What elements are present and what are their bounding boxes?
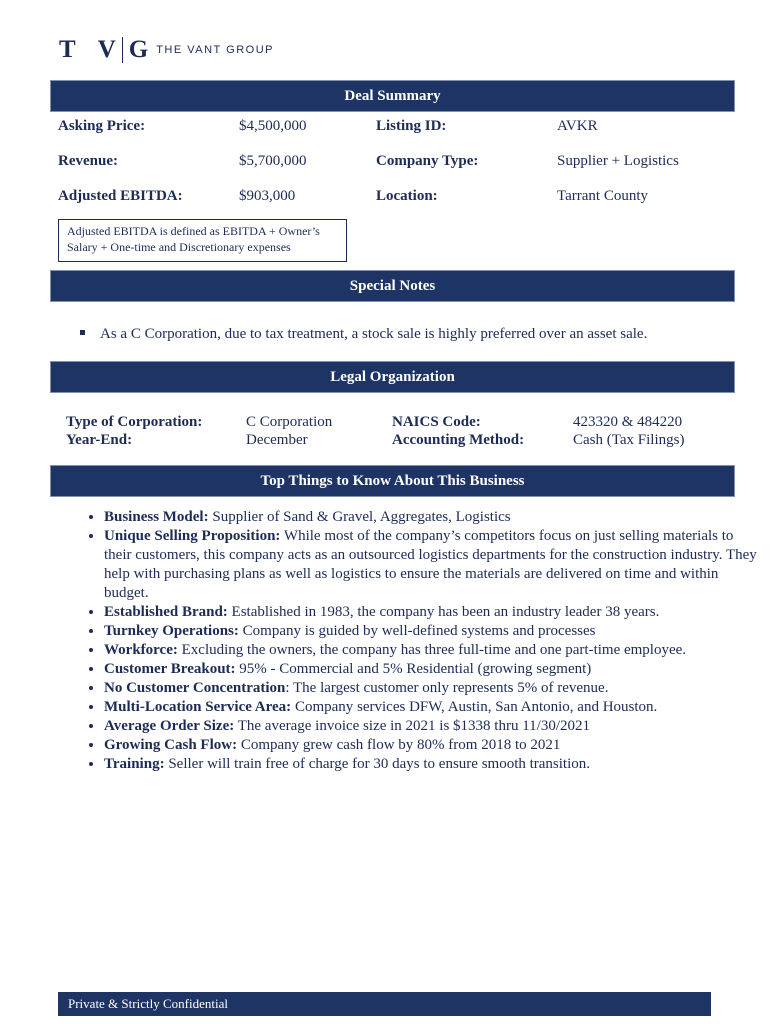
list-item	[104, 660, 764, 679]
special-note-text: As a C Corporation, due to tax treatment, a stock sale is highly preferred over an asset sale.	[100, 326, 648, 342]
list-item	[104, 717, 764, 736]
asking-price-label: Asking Price:	[58, 118, 146, 134]
item-label: Workforce:	[104, 642, 178, 658]
item-text: While most of the company’s competitors focus on just selling materials to their customers, this company acts as an outsourced logistics departments for the construction industry. They help with purchasing plans as well as logistics to ensure the materials are delivered on time and within budget.	[104, 528, 757, 601]
item-label: Established Brand:	[104, 604, 228, 620]
item-text: Established in 1983, the company has been an industry leader 38 years.	[227, 604, 660, 620]
square-bullet-icon	[80, 330, 85, 335]
company-type-label: Company Type:	[376, 153, 479, 169]
list-item	[104, 755, 764, 774]
confidentiality-footer: Private & Strictly Confidential	[58, 992, 711, 1016]
list-item	[104, 603, 764, 622]
asking-price-value: $4,500,000	[239, 118, 307, 134]
top-things-list	[64, 508, 764, 774]
list-item	[104, 508, 764, 527]
listing-id-label: Listing ID:	[376, 118, 447, 134]
item-label: Multi-Location Service Area:	[104, 699, 292, 715]
type-of-corporation-label: Type of Corporation:	[66, 414, 203, 430]
list-item	[104, 736, 764, 755]
item-label: Customer Breakout:	[104, 661, 236, 677]
item-text: Supplier of Sand & Gravel, Aggregates, Logistics	[208, 509, 511, 525]
item-label: Business Model:	[104, 509, 209, 525]
list-item	[104, 622, 764, 641]
special-notes-heading: Special Notes	[50, 270, 735, 302]
item-text: : The largest customer only represents 5% of revenue.	[285, 680, 609, 696]
naics-code-label: NAICS Code:	[392, 414, 481, 430]
item-text: 95% - Commercial and 5% Residential (growing segment)	[235, 661, 592, 677]
logo-letter-t: T	[59, 36, 76, 63]
company-logo	[59, 36, 274, 64]
item-text: Company is guided by well-defined systems and processes	[238, 623, 596, 639]
legal-organization-heading: Legal Organization	[50, 361, 735, 393]
company-type-value: Supplier + Logistics	[557, 153, 679, 169]
adjusted-ebitda-label: Adjusted EBITDA:	[58, 188, 183, 204]
list-item	[104, 641, 764, 660]
list-item	[104, 698, 764, 717]
item-label: Turnkey Operations:	[104, 623, 239, 639]
special-note-item	[80, 326, 647, 343]
item-label: Training:	[104, 756, 165, 772]
logo-divider	[122, 37, 123, 63]
accounting-method-value: Cash (Tax Filings)	[573, 432, 685, 448]
item-text: Seller will train free of charge for 30 days to ensure smooth transition.	[164, 756, 591, 772]
list-item	[104, 527, 764, 603]
accounting-method-label: Accounting Method:	[392, 432, 525, 448]
adjusted-ebitda-value: $903,000	[239, 188, 296, 204]
item-text: Excluding the owners, the company has three full-time and one part-time employee.	[177, 642, 687, 658]
item-label: Growing Cash Flow:	[104, 737, 238, 753]
logo-letter-v: V	[97, 36, 116, 63]
top-things-heading: Top Things to Know About This Business	[50, 465, 735, 497]
item-label: No Customer Concentration	[104, 680, 286, 696]
item-text: The average invoice size in 2021 is $1338 thru 11/30/2021	[234, 718, 590, 734]
logo-letter-g: G	[128, 36, 149, 63]
logo-company-name: THE VANT GROUP	[156, 44, 274, 56]
year-end-value: December	[246, 432, 308, 448]
deal-summary-heading: Deal Summary	[50, 80, 735, 112]
revenue-value: $5,700,000	[239, 153, 307, 169]
location-value: Tarrant County	[557, 188, 649, 204]
list-item	[104, 679, 764, 698]
revenue-label: Revenue:	[58, 153, 118, 169]
item-label: Average Order Size:	[104, 718, 235, 734]
item-text: Company grew cash flow by 80% from 2018 to 2021	[237, 737, 561, 753]
type-of-corporation-value: C Corporation	[246, 414, 333, 430]
ebitda-definition-note: Adjusted EBITDA is defined as EBITDA + Owner’s Salary + One-time and Discretionary expenses	[58, 219, 347, 262]
year-end-label: Year-End:	[66, 432, 133, 448]
item-text: Company services DFW, Austin, San Antonio, and Houston.	[291, 699, 658, 715]
naics-code-value: 423320 & 484220	[573, 414, 683, 430]
listing-id-value: AVKR	[557, 118, 598, 134]
location-label: Location:	[376, 188, 438, 204]
item-label: Unique Selling Proposition:	[104, 528, 281, 544]
